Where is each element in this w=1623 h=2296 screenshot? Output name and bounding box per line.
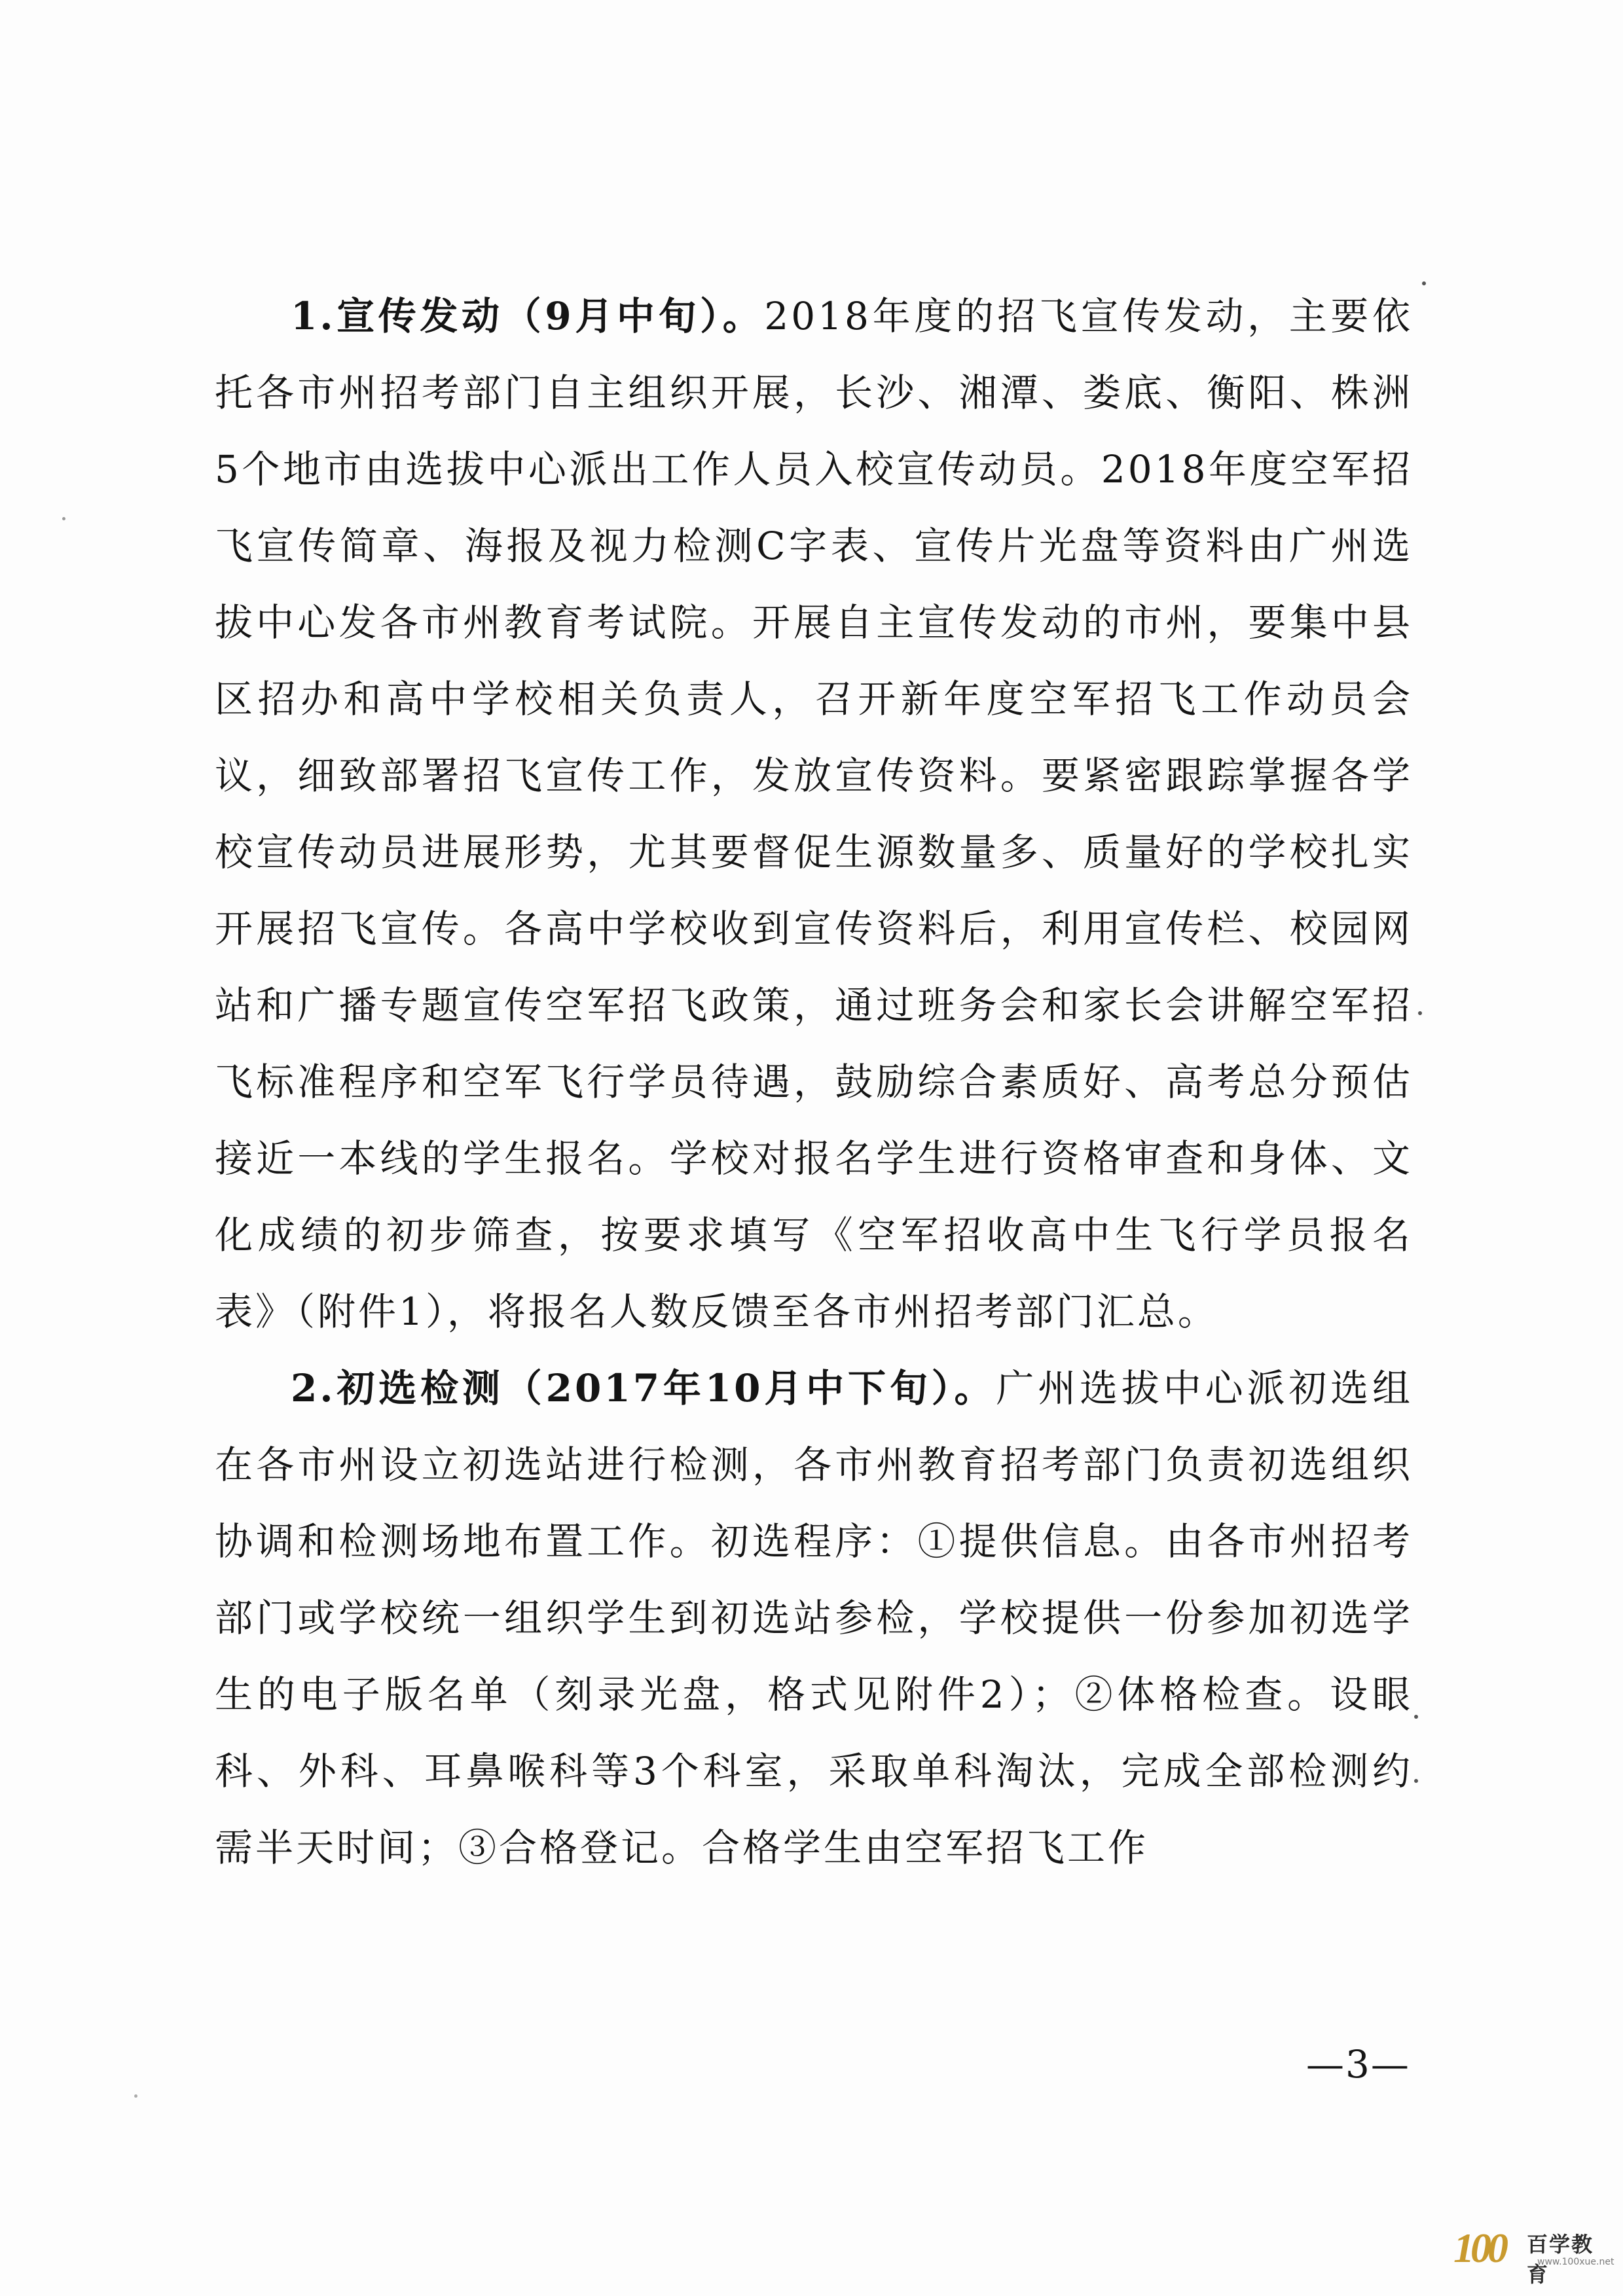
scan-speck [1414, 1779, 1418, 1783]
scan-speck [1418, 1011, 1422, 1015]
paragraph-text: 2018年度的招飞宣传发动，主要依托各市州招考部门自主组织开展，长沙、湘潭、娄底、衡阳、株洲5个地市由选拔中心派出工作人员入校宣传动员。2018年度空军招飞宣传简章、海报及视力检测C字表、宣传片光盘等资料由广州选拔中心发各市州教育考试院。开展自主宣传发动的市州，要集中县区招办和高中学校相关负责人，召开新年度空军招飞工作动员会议，细致部署招飞宣传工作，发放宣传资料。要紧密跟踪掌握各学校宣传动员进展形势，尤其要督促生源数量多、质量好的学校扎实开展招飞宣传。各高中学校收到宣传资料后，利用宣传栏、校园网站和广播专题宣传空军招飞政策，通过班务会和家长会讲解空军招飞标准程序和空军飞行学员待遇，鼓励综合素质好、高考总分预估接近一本线的学生报名。学校对报名学生进行资格审查和身体、文化成绩的初步筛查，按要求填写《空军招收高中生飞行学员报名表》（附件1），将报名人数反馈至各市州招考部门汇总。 [215, 294, 1413, 1334]
watermark-mark: 100 [1453, 2225, 1504, 2271]
paragraph-text: 广州选拔中心派初选组在各市州设立初选站进行检测，各市州教育招考部门负责初选组织协调和检测场地布置工作。初选程序：①提供信息。由各市州招考部门或学校统一组织学生到初选站参检，学校提供一份参加初选学生的电子版名单（刻录光盘，格式见附件2）；②体格检查。设眼科、外科、耳鼻喉科等3个科室，采取单科淘汰，完成全部检测约需半天时间；③合格登记。合格学生由空军招飞工作 [215, 1366, 1413, 1870]
paragraph-heading: 2.初选检测（2017年10月中下旬）。 [291, 1366, 996, 1410]
watermark-name: 百学教育 [1527, 2232, 1594, 2287]
paragraph-heading: 1.宣传发动（9月中旬）。 [291, 294, 765, 338]
paragraph-publicity [215, 278, 1413, 1350]
scan-speck [1414, 1715, 1418, 1719]
watermark-url: www.100xue.net [1537, 2257, 1614, 2267]
paragraph-preliminary-selection [215, 1350, 1413, 1886]
scan-speck [62, 517, 65, 520]
watermark-logo [1453, 2219, 1614, 2287]
page-number: —3— [1306, 2042, 1410, 2087]
scan-speck [1422, 281, 1426, 285]
document-body [215, 278, 1413, 1886]
scan-speck [134, 2094, 137, 2098]
